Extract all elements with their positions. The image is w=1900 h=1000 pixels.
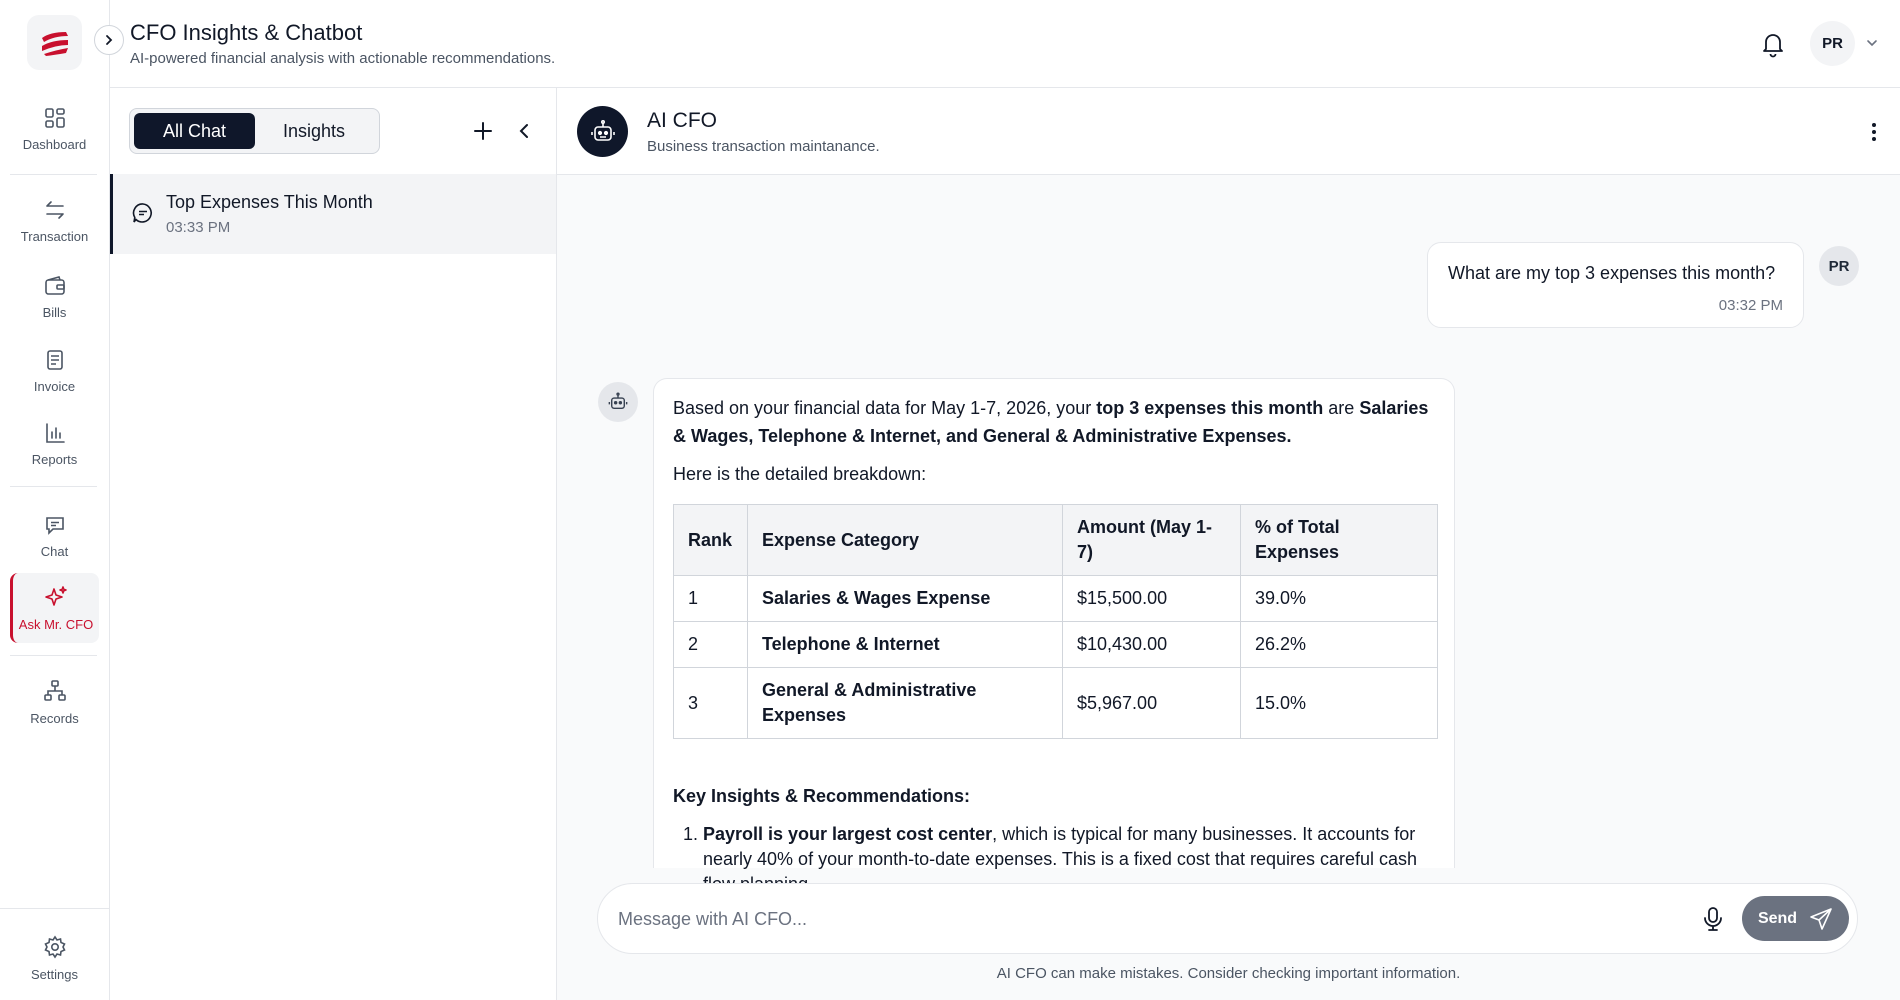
chat-filter-tabs (129, 108, 380, 154)
intro-text: are (1323, 398, 1360, 418)
expand-sidebar-button[interactable] (94, 25, 124, 55)
table-header-row (674, 505, 1438, 576)
table-header-cell: % of Total Expenses (1241, 505, 1438, 576)
send-icon (1809, 907, 1833, 931)
app-logo[interactable] (27, 15, 82, 70)
gear-icon (43, 935, 67, 959)
expense-table (673, 504, 1438, 739)
nav-item-dashboard[interactable] (10, 94, 99, 164)
insight-text: , which is typical for many businesses. It accounts for nearly 40% of your month-to-date expenses. This is a fixed cost that requires careful cash (703, 824, 1418, 869)
chevron-down-icon (1865, 36, 1879, 50)
robot-icon (607, 391, 629, 413)
table-header-cell: Expense Category (748, 505, 1063, 576)
send-label: Send (1757, 909, 1798, 927)
nav-divider (0, 908, 110, 909)
notifications-button[interactable] (1757, 28, 1789, 60)
grid-icon (44, 107, 66, 129)
nav-label: Ask Mr. CFO (18, 616, 94, 632)
user-message (1427, 242, 1804, 328)
nav-item-chat[interactable] (10, 501, 99, 571)
table-cell: $10,430.00 (1063, 622, 1241, 668)
user-avatar[interactable]: PR (1810, 21, 1855, 66)
intro-text: Based on your financial data for May 1-7, 2026, your (673, 398, 1097, 418)
microphone-icon (1702, 906, 1724, 932)
table-cell: 2 (674, 622, 748, 668)
table-cell: 39.0% (1241, 576, 1438, 622)
table-cell: 26.2% (1241, 622, 1438, 668)
bot-avatar (577, 106, 628, 157)
chat-bubble-icon (131, 201, 155, 225)
table-header-cell: Amount (May 1-7) (1063, 505, 1241, 576)
table-row (674, 668, 1438, 739)
message-input[interactable] (618, 902, 1668, 936)
nav-label: Dashboard (22, 136, 87, 152)
table-cell: Salaries & Wages Expense (748, 576, 1063, 622)
nav-item-records[interactable] (10, 667, 99, 737)
chat-main (557, 88, 1900, 1000)
document-icon (44, 349, 66, 371)
table-cell: $15,500.00 (1063, 576, 1241, 622)
nav-label: Settings (31, 966, 78, 982)
chevron-right-icon (103, 34, 115, 46)
nav-label: Invoice (33, 378, 76, 394)
nav-item-invoice[interactable] (10, 336, 99, 406)
intro-bold-text: Salaries & Wages, Telephone & Internet, and General & Administrative Expenses. (673, 398, 1429, 446)
chat-options-button[interactable] (1862, 116, 1886, 148)
table-header-cell: Rank (674, 505, 748, 576)
robot-icon (589, 118, 617, 146)
tab-all-chat[interactable]: All Chat (134, 113, 255, 149)
table-cell: 1 (674, 576, 748, 622)
nav-item-bills[interactable] (10, 262, 99, 332)
page-title: CFO Insights & Chatbot (130, 20, 363, 45)
nav-label: Bills (42, 304, 67, 320)
intro-bold-text: top 3 expenses this month (1096, 398, 1324, 418)
message-composer (597, 883, 1858, 954)
user-message-time: 03:32 PM (1718, 297, 1783, 314)
disclaimer-text: AI CFO can make mistakes. Consider checking important information. (996, 965, 1461, 982)
page-subtitle: AI-powered financial analysis with actionable recommendations. (130, 50, 556, 67)
voice-input-button[interactable] (1698, 904, 1728, 934)
user-message-avatar: PR (1819, 246, 1859, 286)
send-button[interactable] (1742, 896, 1849, 941)
table-cell: 3 (674, 668, 748, 739)
bot-message (653, 378, 1455, 868)
nav-item-settings[interactable] (10, 923, 99, 993)
chat-list-panel (110, 88, 557, 1000)
page-header (110, 0, 1900, 88)
kebab-menu-icon (1871, 122, 1877, 142)
table-row (674, 576, 1438, 622)
table-cell: General & Administrative Expenses (748, 668, 1063, 739)
collapse-panel-button[interactable] (512, 118, 538, 144)
conversation-title: Top Expenses This Month (166, 192, 373, 212)
nav-item-reports[interactable] (10, 409, 99, 479)
nav-item-ask-mr-cfo[interactable] (10, 573, 99, 643)
chat-header (557, 88, 1900, 175)
hierarchy-icon (43, 679, 67, 703)
conversation-time: 03:33 PM (166, 219, 231, 236)
arrows-icon (44, 199, 66, 221)
nav-divider (10, 486, 97, 487)
sparkle-icon (44, 585, 68, 609)
conversation-item[interactable] (110, 174, 556, 254)
bell-icon (1759, 30, 1787, 58)
new-chat-button[interactable] (470, 118, 496, 144)
nav-divider (10, 174, 97, 175)
nav-label: Transaction (20, 228, 89, 244)
chat-icon (44, 514, 66, 536)
insight-bold-text: Payroll is your largest cost center (703, 824, 993, 844)
table-row (674, 622, 1438, 668)
logo-icon (38, 28, 72, 58)
table-cell: $5,967.00 (1063, 668, 1241, 739)
table-cell: Telephone & Internet (748, 622, 1063, 668)
left-navigation (0, 0, 110, 1000)
bot-message-intro (673, 394, 1438, 450)
nav-item-transaction[interactable] (10, 186, 99, 256)
nav-label: Records (30, 710, 79, 726)
bar-chart-icon (44, 422, 66, 444)
nav-divider (10, 655, 97, 656)
table-cell: 15.0% (1241, 668, 1438, 739)
chevron-left-icon (516, 122, 534, 140)
nav-label: Reports (31, 451, 78, 467)
bot-name: AI CFO (647, 109, 718, 132)
plus-icon (472, 120, 494, 142)
insights-heading: Key Insights & Recommendations: (673, 786, 971, 806)
nav-label: Chat (40, 543, 69, 559)
breakdown-label: Here is the detailed breakdown: (673, 464, 927, 484)
account-menu-toggle[interactable] (1865, 36, 1879, 55)
bot-description: Business transaction maintanance. (647, 138, 880, 155)
user-message-text: What are my top 3 expenses this month? (1448, 263, 1776, 283)
wallet-icon (44, 275, 66, 297)
tab-insights[interactable]: Insights (282, 120, 346, 141)
bot-message-avatar (598, 382, 638, 422)
